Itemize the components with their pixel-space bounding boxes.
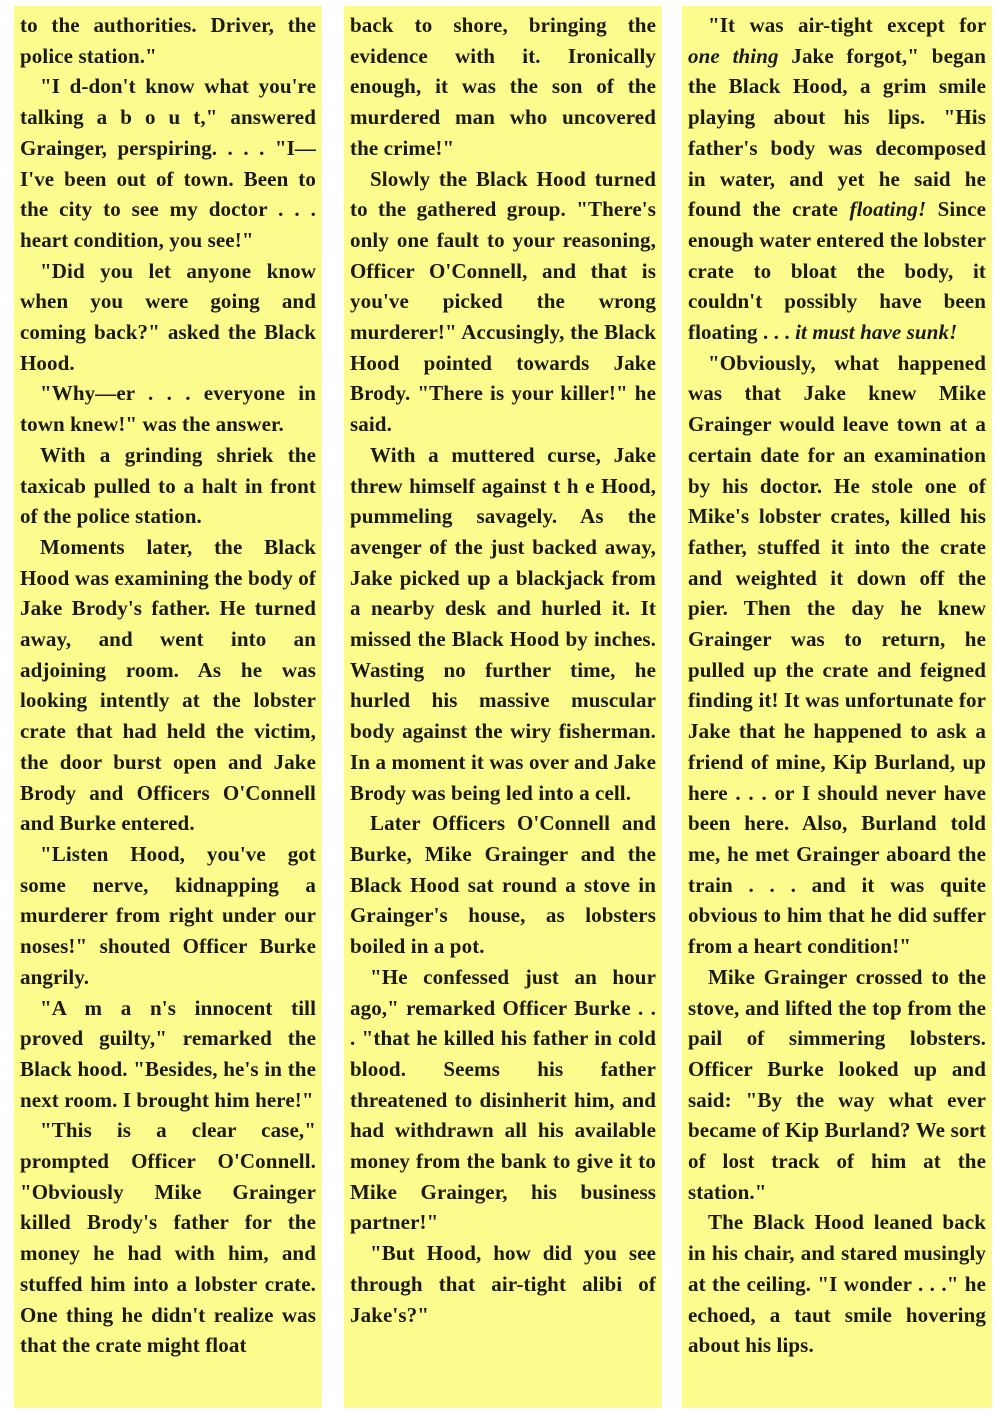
paragraph: Later Officers O'Connell and Burke, Mike Grainger and the Black Hood sat round a stove in Grainger's house, as lobsters boiled in a pot.	[350, 811, 656, 959]
paragraph: back to shore, bringing the evidence with it. Ironically enough, it was the son of the murdered man who uncovered the crime!"	[350, 13, 656, 160]
emphasis-run: it must have sunk!	[795, 320, 958, 345]
paragraph: Mike Grainger crossed to the stove, and lifted the top from the pail of simmering lobsters. Officer Burke looked up and said: "By the way what ever became of Kip Burland? We sort of lost track of him at the station."	[688, 964, 986, 1204]
emphasis-run: floating!	[849, 197, 927, 222]
paragraph: "He confessed just an hour ago," remarked Officer Burke . . . "that he killed his father in cold blood. Seems his father threatened to disinherit him, and had withdrawn all his available money from the bank to give it to Mike Grainger, his business partner!"	[350, 964, 656, 1235]
emphasis-run: one thing	[688, 43, 779, 68]
paragraph: "Listen Hood, you've got some nerve, kidnapping a murderer from right under our noses!" shouted Officer Burke angrily.	[20, 841, 316, 989]
paragraph: With a grinding shriek the taxicab pulled to a halt in front of the police station.	[20, 442, 316, 529]
text-run: "It was air-tight except for	[708, 13, 986, 37]
paragraph: "I d-don't know what you're talking a b o u t," answered Grainger, perspiring. . . . "I—I've been out of town. Been to the city to see my doctor . . . heart condition, you see!"	[20, 74, 316, 252]
paragraph: "This is a clear case," prompted Officer O'Connell. "Obviously Mike Grainger killed Brody's father for the money he had with him, and stuffed him into a lobster crate. One thing he didn't realize was that the crate might float	[20, 1118, 316, 1358]
paragraph: "Why—er . . . everyone in town knew!" was the answer.	[20, 381, 316, 437]
text-column-2	[344, 6, 662, 1408]
paragraph: "A m a n's innocent till proved guilty," remarked the Black hood. "Besides, he's in the next room. I brought him here!"	[20, 995, 316, 1112]
text-column-3	[682, 6, 992, 1408]
paragraph: "Obviously, what happened was that Jake knew Mike Grainger would leave town at a certain date for an examination by his doctor. He stole one of Mike's lobster crates, killed his father, stuffed it into the crate and weighted it down off the pier. Then the day he knew Grainger was to return, he pulled up the crate and feigned finding it! It was unfortunate for Jake that he happened to ask a friend of mine, Kip Burland, up here . . . or I should never have been here. Also, Burland told me, he met Grainger aboard the train . . . and it was quite obvious to him that he did suffer from a heart condition!"	[688, 350, 986, 959]
paragraph: "But Hood, how did you see through that air-tight alibi of Jake's?"	[350, 1241, 656, 1327]
paragraph: "Did you let anyone know when you were going and coming back?" asked the Black Hood.	[20, 258, 316, 375]
text-run: Since enough water entered the lobster crate to bloat the body, it couldn't possibly have been floating . . .	[688, 197, 986, 345]
paragraph: Moments later, the Black Hood was examining the body of Jake Brody's father. He turned away, and went into an adjoining room. As he was looking intently at the lobster crate that had held the victim, the door burst open and Jake Brody and Officers O'Connell and Burke entered.	[20, 534, 316, 836]
text-column-1	[14, 6, 322, 1408]
paragraph: Slowly the Black Hood turned to the gathered group. "There's only one fault to your reasoning, Officer O'Connell, and that is you've picked the wrong murderer!" Accusingly, the Black Hood pointed towards Jake Brody. "There is your killer!" he said.	[350, 166, 656, 437]
paragraph	[688, 10, 986, 348]
paragraph: to the authorities. Driver, the police station."	[20, 13, 316, 68]
text-run: Jake forgot," began the Black Hood, a grim smile playing about his lips. "His father's body was decomposed in water, and yet he said he found the crate	[688, 43, 986, 222]
paragraph: With a muttered curse, Jake threw himself against t h e Hood, pummeling savagely. As the avenger of the just backed away, Jake picked up a blackjack from a nearby desk and hurled it. It missed the Black Hood by inches. Wasting no further time, he hurled his massive muscular body against the wiry fisherman. In a moment it was over and Jake Brody was being led into a cell.	[350, 442, 656, 805]
paragraph: The Black Hood leaned back in his chair, and stared musingly at the ceiling. "I wonder . . ." he echoed, a taut smile hovering about his lips.	[688, 1210, 986, 1358]
